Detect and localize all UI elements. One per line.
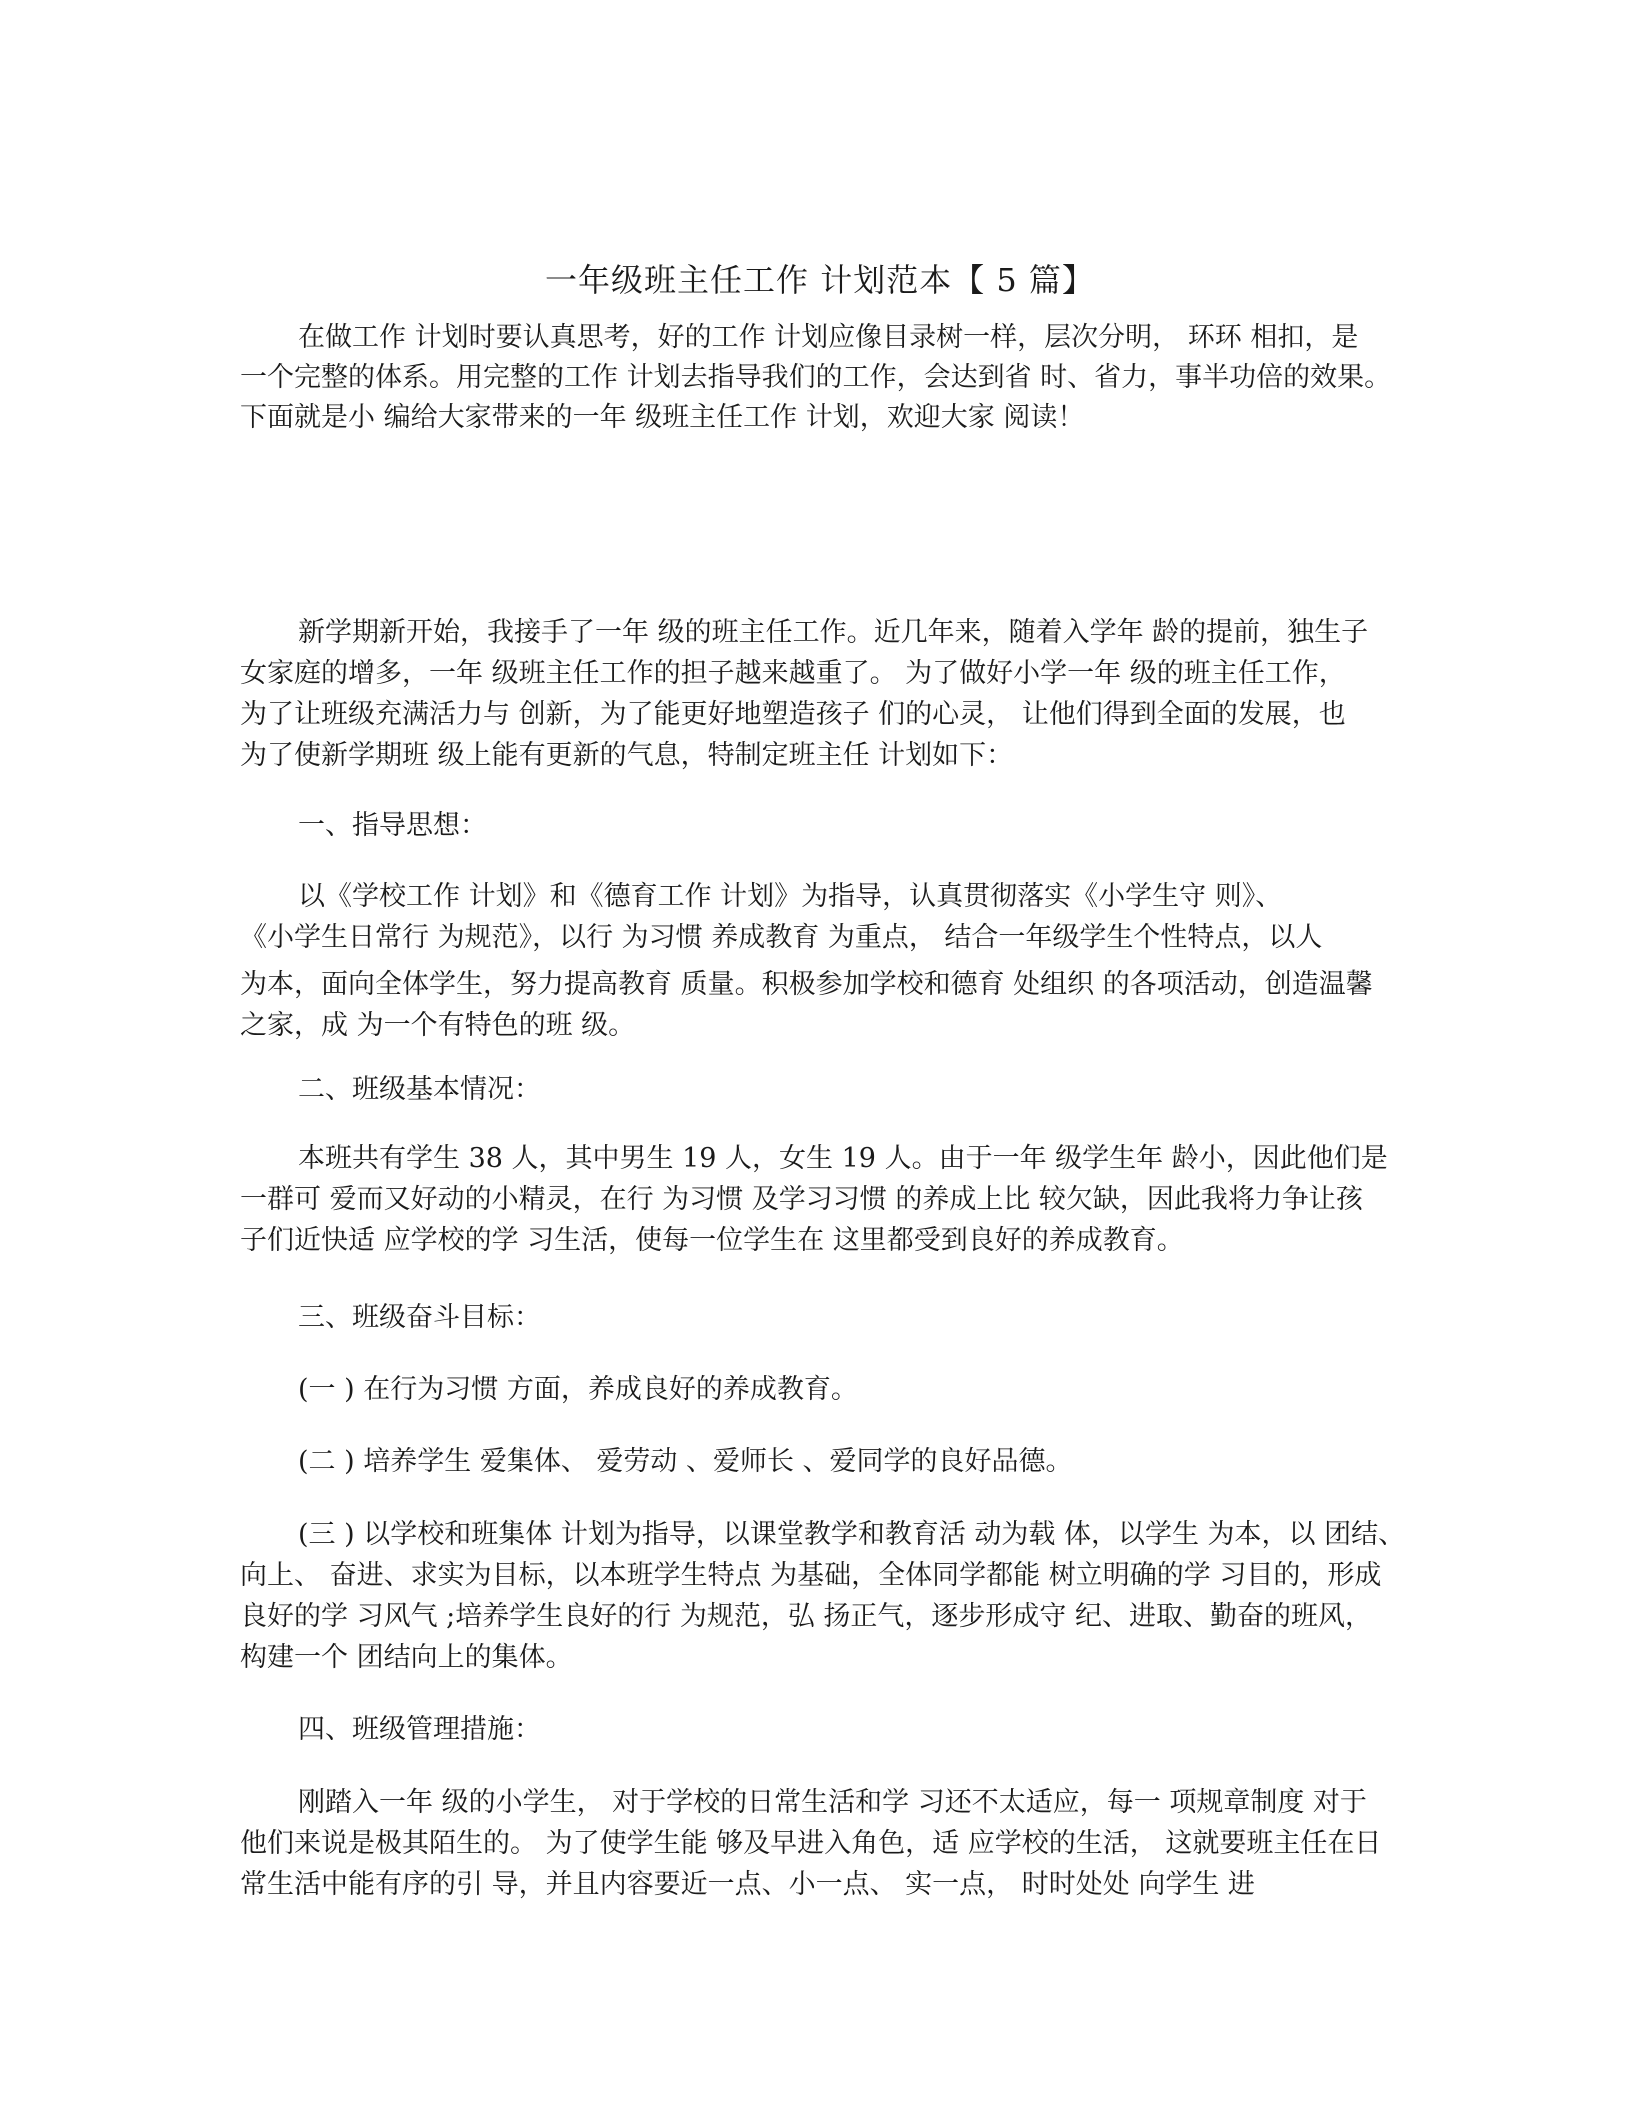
- paragraph-line: 本班共有学生 38 人，其中男生 19 人，女生 19 人。由于一年 级学生年 龄小，因此他们是: [298, 1143, 1388, 1174]
- paragraph-line: 一群可 爱而又好动的小精灵，在行 为习惯 及学习习惯 的养成上比 较欠缺，因此我将力争让孩: [240, 1184, 1363, 1215]
- goal-item-1: (一 ) 在行为习惯 方面，养成良好的养成教育。: [298, 1374, 858, 1405]
- paragraph-line: 向上、 奋进、求实为目标，以本班学生特点 为基础，全体同学都能 树立明确的学 习目的，形成: [240, 1560, 1382, 1591]
- paragraph-line: 《小学生日常行 为规范》，以行 为习惯 养成教育 为重点， 结合一年级学生个性特点，以人: [240, 922, 1323, 953]
- document-title: 一年级班主任工作 计划范本【 5 篇】: [545, 261, 1095, 299]
- guiding-ideology-paragraph: [240, 876, 1385, 1046]
- opening-line: 新学期新开始，我接手了一年 级的班主任工作。近几年来，随着入学年 龄的提前，独生子: [298, 617, 1369, 648]
- goal-item-3: [240, 1514, 1406, 1678]
- paragraph-line: 之家，成 为一个有特色的班 级。: [240, 1010, 636, 1041]
- paragraph-line: 他们来说是极其陌生的。 为了使学生能 够及早进入角色，适 应学校的生活， 这就要班主任在日: [240, 1828, 1382, 1859]
- section-heading-class-goals: 三、班级奋斗目标：: [298, 1302, 541, 1333]
- opening-paragraph: [240, 612, 1385, 776]
- goal-item-2: (二 ) 培养学生 爱集体、 爱劳动 、爱师长 、爱同学的良好品德。: [298, 1446, 1073, 1477]
- section-heading-class-situation: 二、班级基本情况：: [298, 1074, 541, 1105]
- class-situation-paragraph: [240, 1138, 1388, 1261]
- intro-line: 一个完整的体系。用完整的工作 计划去指导我们的工作，会达到省 时、省力，事半功倍的效果。: [240, 362, 1392, 393]
- section-heading-guiding-ideology: 一、指导思想：: [298, 810, 487, 841]
- intro-line: 下面就是小 编给大家带来的一年 级班主任工作 计划，欢迎大家 阅读！: [240, 402, 1085, 433]
- paragraph-line: 以《学校工作 计划》和《德育工作 计划》为指导，认真贯彻落实《小学生守 则》、: [298, 881, 1283, 912]
- paragraph-line: 刚踏入一年 级的小学生， 对于学校的日常生活和学 习还不太适应，每一 项规章制度 对于: [298, 1787, 1367, 1818]
- paragraph-line: 子们近快适 应学校的学 习生活，使每一位学生在 这里都受到良好的养成教育。: [240, 1225, 1184, 1256]
- intro-line: 在做工作 计划时要认真思考，好的工作 计划应像目录树一样，层次分明， 环环 相扣，是: [298, 322, 1359, 353]
- paragraph-line: 良好的学 习风气 ;培养学生良好的行 为规范，弘 扬正气，逐步形成守 纪、进取、勤奋的班风，: [240, 1601, 1373, 1632]
- management-measures-paragraph: [240, 1782, 1385, 1905]
- section-heading-management-measures: 四、班级管理措施：: [298, 1714, 541, 1745]
- paragraph-line: 构建一个 团结向上的集体。: [240, 1642, 573, 1673]
- paragraph-line: (三 ) 以学校和班集体 计划为指导，以课堂教学和教育活 动为载 体，以学生 为本，以 团结、: [298, 1519, 1406, 1550]
- opening-line: 为了使新学期班 级上能有更新的气息，特制定班主任 计划如下：: [240, 740, 1014, 771]
- intro-paragraph: [240, 318, 1392, 438]
- opening-line: 为了让班级充满活力与 创新，为了能更好地塑造孩子 们的心灵， 让他们得到全面的发展，也: [240, 699, 1346, 730]
- paragraph-line: 为本，面向全体学生，努力提高教育 质量。积极参加学校和德育 处组织 的各项活动，创造温馨: [240, 969, 1373, 1000]
- opening-line: 女家庭的增多，一年 级班主任工作的担子越来越重了。 为了做好小学一年 级的班主任工作，: [240, 658, 1346, 689]
- paragraph-line: 常生活中能有序的引 导，并且内容要近一点、小一点、 实一点， 时时处处 向学生 进: [240, 1869, 1255, 1900]
